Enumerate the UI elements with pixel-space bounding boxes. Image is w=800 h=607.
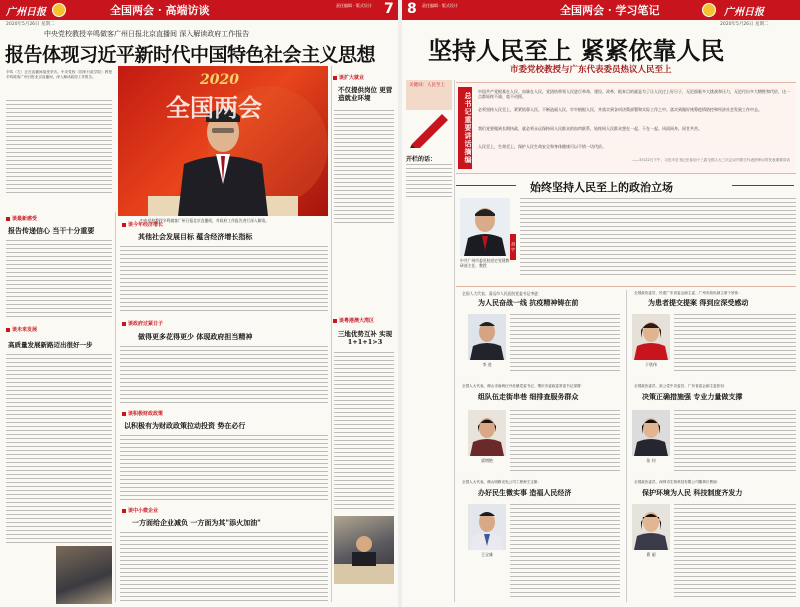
- profile-2-intro: 全国政协委员、民建广东省委会副主委、广州市政协副主席于欣伟：: [634, 291, 742, 295]
- profile-5-headline: 办好民生微实事 造福人民经济: [478, 488, 572, 497]
- section-title: 全国两会 · 学习笔记: [560, 4, 660, 17]
- expert-photo-art: [460, 198, 510, 256]
- profile-2-name: 于欣伟: [645, 362, 657, 367]
- section-title-frugal: 做得更多花得更少 体现政府担当精神: [138, 332, 253, 341]
- gba-text: [334, 352, 394, 512]
- expert-photo: [460, 198, 510, 256]
- feature-rule-right: [732, 185, 794, 186]
- employment-text: [334, 110, 394, 225]
- pen-icon: [406, 108, 452, 148]
- page-headline: 报告体现习近平新时代中国特色社会主义思想: [5, 44, 376, 66]
- page-date: 2020年5月26日 星期二: [720, 22, 769, 27]
- feature-rule-left: [456, 185, 516, 186]
- section-title-development: 高质量发展新路迈出很好一步: [8, 341, 93, 349]
- left-masthead: [0, 0, 398, 20]
- profile-4-photo: [632, 410, 670, 456]
- bottom-left-photo: [56, 546, 112, 604]
- page-number: 7: [384, 1, 394, 17]
- column-divider: [331, 66, 332, 602]
- lead-text: 辛鸣（左）正在直播间接受采访。中央党校（国家行政学院）教授辛鸣做客广州日报北京直播间，深入解读政府工作报告。: [6, 70, 112, 79]
- bottom-right-photo-art: [334, 516, 394, 584]
- profile-3-headline: 组队伍走街串巷 细排查服务群众: [478, 392, 579, 401]
- kicker: 中央党校教授辛鸣做客广州日报北京直播间 深入解读政府工作报告: [44, 30, 250, 38]
- photo-caption: 中央党校教授辛鸣做客广州日报北京直播间，对政府工作报告进行深入解读。: [140, 218, 270, 223]
- section-tag-feelings: 谈最新感受: [6, 215, 37, 222]
- feelings-text: [6, 240, 112, 320]
- quote-4: 人民至上，生命至上，保护人民生命安全和身体健康可以不惜一切代价。: [478, 144, 606, 149]
- profile-2-text: [674, 314, 796, 374]
- newspaper-logo: 广州日报: [6, 7, 46, 18]
- quotes-panel: [456, 82, 796, 174]
- profile-3-photo-art: [468, 410, 506, 456]
- profile-1-name: 李 进: [482, 362, 492, 367]
- section-title-growth: 其他社会发展目标 蕴含经济增长指标: [138, 232, 253, 241]
- profiles-divider: [456, 286, 796, 287]
- section-tag-gba: 谈粤港澳大湾区: [333, 317, 374, 324]
- newspaper-logo: 广州日报: [724, 7, 764, 18]
- profile-5-photo: [468, 504, 506, 550]
- frugal-text: [120, 346, 328, 406]
- lead-text-lines: [6, 100, 112, 195]
- section-tag-frugal: 谈政府过紧日子: [122, 320, 163, 327]
- profile-3-photo: [468, 410, 506, 456]
- section-title-smes: 一方面给企业减负 一方面为其"添火加油": [132, 518, 261, 527]
- photo-banner-year: 2020: [200, 72, 239, 88]
- profile-2-headline: 为患者提交提案 得到应深受感动: [648, 298, 749, 307]
- profile-3-intro: 全国人大代表、佛山市南海区丹灶镇党委书记、肇庆市委政委常委书记梁增：: [462, 384, 585, 388]
- keyword-box: [406, 80, 452, 110]
- feature-title: 始终坚持人民至上的政治立场: [530, 181, 673, 194]
- bottom-right-photo: [334, 516, 394, 584]
- profile-4-photo-art: [632, 410, 670, 456]
- growth-text: [120, 246, 328, 312]
- profile-5-photo-art: [468, 504, 506, 550]
- section-tag-fiscal: 谈积极财政政策: [122, 410, 163, 417]
- profile-1-text: [510, 314, 620, 374]
- page-meta: 责任编辑 · 版式设计: [336, 3, 372, 8]
- fiscal-text: [120, 435, 328, 503]
- profile-4-intro: 全国政协委员、致公党中央委员、广东省委会副主委张钊：: [634, 384, 728, 388]
- profile-4-text: [674, 410, 796, 472]
- expert-name: 胡 宇: [510, 234, 516, 260]
- speech-excerpt-label: 总书记重要讲话摘编: [458, 87, 472, 169]
- section-tag-employment: 谈扩大就业: [333, 74, 364, 81]
- profile-5-text: [510, 504, 620, 600]
- quote-3: 我们党要做到长期执政，就必须永远保持同人民群众的血肉联系，始终同人民群众想在一起、干在一起、风雨同舟、同甘共苦。: [478, 126, 702, 131]
- profile-6-name: 曹 丽: [646, 552, 656, 557]
- page-date: 2020年5月26日 星期二: [6, 22, 55, 27]
- profile-1-photo-art: [468, 314, 506, 360]
- section-tag-smes: 谈中小微企业: [122, 507, 158, 514]
- section-tag-growth: 谈今年经济增长: [122, 221, 163, 228]
- profile-6-intro: 全国政协委员、深圳市生物科技有限公司董事长曹丽：: [634, 480, 721, 484]
- column-divider: [115, 212, 116, 602]
- profile-6-photo-art: [632, 504, 670, 550]
- profile-6-headline: 保护环境为人民 科技制度齐发力: [642, 488, 743, 497]
- development-text: [6, 354, 112, 544]
- section-title-gba: 三地优势互补 实现1+1+1>3: [337, 330, 393, 346]
- profile-4-headline: 决策正确措施强 专业力量做支撑: [642, 392, 743, 401]
- photo-banner-text: 全国两会: [166, 93, 262, 122]
- section-title-fiscal: 以积极有为财政政策拉动投资 势在必行: [124, 421, 246, 430]
- left-newspaper-page: [0, 0, 398, 607]
- quote-source: ——5月22日下午，习近平总书记在参加十三届全国人大三次会议内蒙古代表团审议时发表重要讲话: [632, 158, 790, 162]
- expert-commentary-text: [520, 198, 796, 278]
- keyword-label: 关键词：人民至上: [409, 83, 445, 88]
- profile-3-text: [510, 410, 620, 472]
- section-title-feelings: 报告传递信心 当干十分重要: [8, 226, 95, 235]
- page-number: 8: [407, 1, 417, 17]
- profile-4-name: 张 钊: [646, 458, 656, 463]
- profile-1-headline: 为人民奋战一线 抗疫精神铸在前: [478, 298, 579, 307]
- section-title-employment: 不仅提供岗位 更营造就业环境: [338, 86, 393, 102]
- right-newspaper-page: [402, 0, 800, 607]
- interview-photo: [118, 66, 328, 216]
- section-title: 全国两会 · 高端访谈: [110, 4, 210, 17]
- column-divider: [626, 290, 627, 602]
- commentary-label: 开栏的话：: [406, 156, 437, 163]
- profile-2-photo: [632, 314, 670, 360]
- profile-3-name: 梁增艳: [481, 458, 493, 463]
- commentary-text: [406, 164, 452, 200]
- profile-5-intro: 全国人大代表、佛山明路光电公司工程师王宝雄：: [462, 480, 542, 484]
- column-divider: [454, 80, 455, 602]
- quote-1: 中国共产党根基在人民、血脉在人民。党团结带领人民进行革命、建设、改革，根本目的就是为了让人民过上好日子，无论面临多大挑战和压力，无论付出多大牺牲和代价，这一点都始终不渝、毫不动摇。: [478, 89, 790, 99]
- emblem-icon: [702, 3, 716, 17]
- quote-2: 必须坚持人民至上、紧紧依靠人民、不断造福人民、牢牢植根人民，并落实到各项决策部署和实际工作之中。落实到做好统筹疫情防控和经济社会发展工作中去。: [478, 107, 762, 112]
- profile-5-name: 王宝雄: [481, 552, 493, 557]
- profile-2-photo-art: [632, 314, 670, 360]
- emblem-icon: [52, 3, 66, 17]
- profile-6-text: [674, 504, 796, 600]
- page-meta: 责任编辑 · 版式设计: [422, 3, 458, 8]
- page-headline: 坚持人民至上 紧紧依靠人民: [428, 36, 725, 65]
- expert-title: 中共广州市委党校党史党建教研部主任、教授: [460, 258, 510, 268]
- section-tag-development: 谈未来发展: [6, 326, 37, 333]
- profile-6-photo: [632, 504, 670, 550]
- right-masthead: [402, 0, 800, 20]
- page-subheadline: 市委党校教授与广东代表委员热议人民至上: [510, 65, 672, 75]
- smes-text: [120, 532, 328, 602]
- profile-1-intro: 全国人大代表、清远市人民医院党委书记李进：: [462, 291, 542, 296]
- profile-1-photo: [468, 314, 506, 360]
